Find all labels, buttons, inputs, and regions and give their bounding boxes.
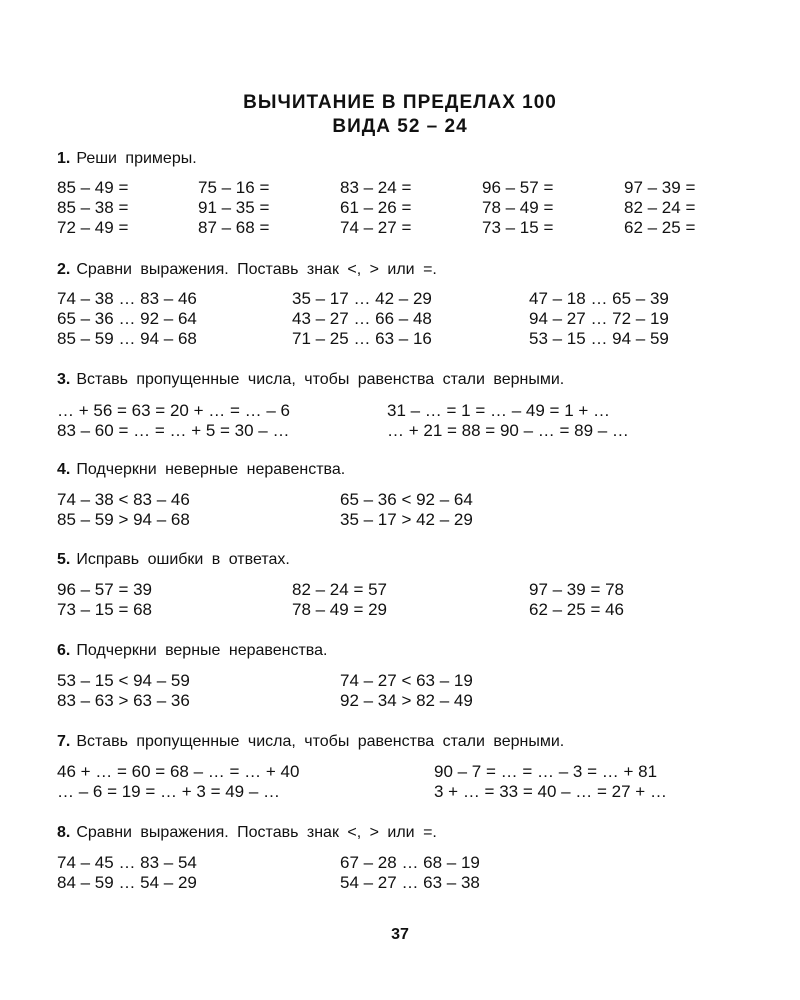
expression: 71 – 25 … 63 – 16 (292, 329, 432, 348)
expression: 94 – 27 … 72 – 19 (529, 309, 669, 328)
expression: 74 – 27 < 63 – 19 (340, 671, 473, 690)
expression: 35 – 17 > 42 – 29 (340, 510, 473, 529)
expression: 74 – 38 < 83 – 46 (57, 490, 190, 509)
task-instruction: Вставь пропущенные числа, чтобы равенства стали верными. (76, 733, 565, 750)
task-instruction: Сравни выражения. Поставь знак <, > или =. (76, 824, 437, 841)
task-7-row (0, 762, 800, 782)
expression: 65 – 36 … 92 – 64 (57, 309, 197, 328)
task-number: 3. (57, 371, 71, 388)
task-2-heading (57, 260, 437, 280)
task-number: 8. (57, 824, 71, 841)
expression: 72 – 49 = (57, 218, 129, 237)
task-5-row (0, 600, 800, 620)
task-6-row (0, 671, 800, 691)
expression: 82 – 24 = 57 (292, 580, 388, 599)
task-1-row (0, 218, 800, 238)
expression: 87 – 68 = (198, 218, 270, 237)
expression: 85 – 49 = (57, 178, 129, 197)
task-4-row (0, 490, 800, 510)
expression: … + 21 = 88 = 90 – … = 89 – … (387, 421, 629, 440)
expression: 96 – 57 = (482, 178, 554, 197)
expression: 61 – 26 = (340, 198, 412, 217)
expression: 96 – 57 = 39 (57, 580, 153, 599)
task-8-row (0, 873, 800, 893)
task-instruction: Подчеркни неверные неравенства. (76, 461, 346, 478)
expression: 62 – 25 = (624, 218, 696, 237)
expression: 78 – 49 = 29 (292, 600, 388, 619)
expression: 74 – 38 … 83 – 46 (57, 289, 197, 308)
task-3-row (0, 421, 800, 441)
expression: 75 – 16 = (198, 178, 270, 197)
expression: 67 – 28 … 68 – 19 (340, 853, 480, 872)
expression: 85 – 59 … 94 – 68 (57, 329, 197, 348)
expression: 85 – 38 = (57, 198, 129, 217)
task-8-heading (57, 823, 437, 843)
expression: 54 – 27 … 63 – 38 (340, 873, 480, 892)
task-instruction: Подчеркни верные неравенства. (76, 642, 328, 659)
task-7-row (0, 782, 800, 802)
expression: 65 – 36 < 92 – 64 (340, 490, 473, 509)
expression: 46 + … = 60 = 68 – … = … + 40 (57, 762, 300, 781)
expression: 97 – 39 = (624, 178, 696, 197)
task-instruction: Сравни выражения. Поставь знак <, > или =. (76, 261, 437, 278)
expression: 53 – 15 < 94 – 59 (57, 671, 190, 690)
task-1-row (0, 198, 800, 218)
page-title-line-1: ВЫЧИТАНИЕ В ПРЕДЕЛАХ 100 (243, 92, 557, 113)
expression: 47 – 18 … 65 – 39 (529, 289, 669, 308)
task-number: 4. (57, 461, 71, 478)
task-5-row (0, 580, 800, 600)
task-3-heading (57, 370, 564, 390)
expression: … – 6 = 19 = … + 3 = 49 – … (57, 782, 281, 801)
expression: 31 – … = 1 = … – 49 = 1 + … (387, 401, 611, 420)
page-number: 37 (391, 926, 409, 943)
expression: 53 – 15 … 94 – 59 (529, 329, 669, 348)
task-6-row (0, 691, 800, 711)
task-7-heading (57, 732, 564, 752)
task-instruction: Реши примеры. (76, 150, 197, 167)
expression: 74 – 27 = (340, 218, 412, 237)
expression: 78 – 49 = (482, 198, 554, 217)
expression: 62 – 25 = 46 (529, 600, 625, 619)
expression: 97 – 39 = 78 (529, 580, 625, 599)
expression: 82 – 24 = (624, 198, 696, 217)
page-title-line-2: ВИДА 52 – 24 (332, 116, 468, 137)
expression: 35 – 17 … 42 – 29 (292, 289, 432, 308)
task-4-heading (57, 460, 345, 480)
task-2-row (0, 329, 800, 349)
task-number: 1. (57, 150, 71, 167)
task-6-heading (57, 641, 327, 661)
expression: 73 – 15 = (482, 218, 554, 237)
expression: 83 – 63 > 63 – 36 (57, 691, 190, 710)
expression: 74 – 45 … 83 – 54 (57, 853, 197, 872)
expression: 3 + … = 33 = 40 – … = 27 + … (434, 782, 667, 801)
task-3-row (0, 401, 800, 421)
task-number: 5. (57, 551, 71, 568)
task-instruction: Вставь пропущенные числа, чтобы равенства стали верными. (76, 371, 565, 388)
expression: 43 – 27 … 66 – 48 (292, 309, 432, 328)
task-8-row (0, 853, 800, 873)
task-1-row (0, 178, 800, 198)
task-4-row (0, 510, 800, 530)
task-instruction: Исправь ошибки в ответах. (76, 551, 290, 568)
expression: 90 – 7 = … = … – 3 = … + 81 (434, 762, 658, 781)
expression: 73 – 15 = 68 (57, 600, 153, 619)
task-5-heading (57, 550, 290, 570)
expression: 83 – 60 = … = … + 5 = 30 – … (57, 421, 290, 440)
expression: 83 – 24 = (340, 178, 412, 197)
task-number: 7. (57, 733, 71, 750)
expression: 91 – 35 = (198, 198, 270, 217)
expression: 92 – 34 > 82 – 49 (340, 691, 473, 710)
task-number: 2. (57, 261, 71, 278)
task-2-row (0, 289, 800, 309)
expression: 85 – 59 > 94 – 68 (57, 510, 190, 529)
task-number: 6. (57, 642, 71, 659)
expression: 84 – 59 … 54 – 29 (57, 873, 197, 892)
task-2-row (0, 309, 800, 329)
task-1-heading (57, 149, 197, 169)
expression: … + 56 = 63 = 20 + … = … – 6 (57, 401, 290, 420)
